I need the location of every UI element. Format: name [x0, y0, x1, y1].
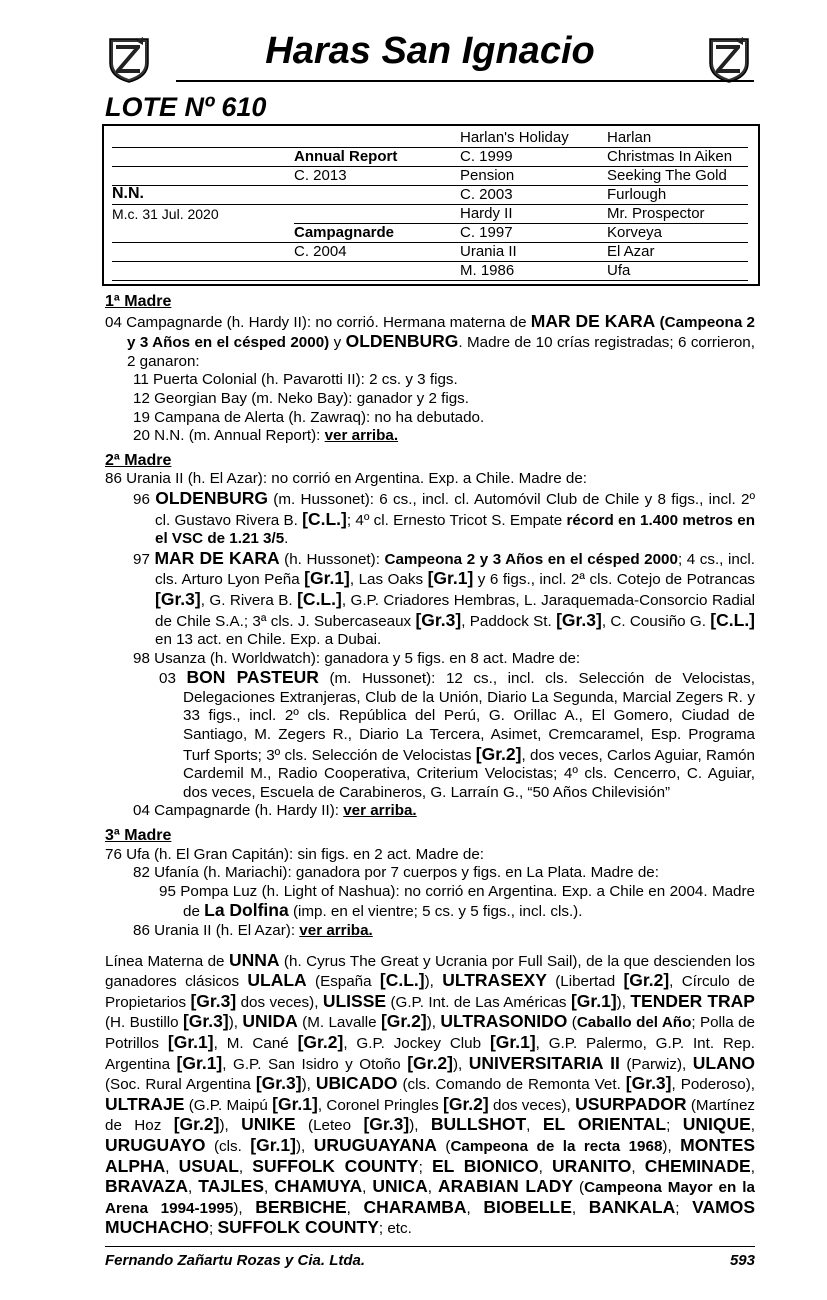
pedigree-cell: Furlough — [607, 186, 667, 203]
dam-entry: 76 Ufa (h. El Gran Capitán): sin figs. en 2 act. Madre de: — [105, 845, 485, 863]
pedigree-rule — [112, 280, 748, 281]
lot-number: LOTE Nº 610 — [105, 92, 267, 122]
pedigree-cell: Harlan — [607, 129, 652, 146]
see-above-link: ver arriba. — [299, 922, 373, 939]
pedigree-table — [102, 124, 760, 286]
produce-entry: 19 Campana de Alerta (h. Zawraq): no ha debutado. — [133, 408, 485, 426]
dam-entry: 86 Urania II (h. El Azar): no corrió en Argentina. Exp. a Chile. Madre de: — [105, 470, 588, 488]
pedigree-cell: Mr. Prospector — [607, 205, 705, 222]
pedigree-subject-info: M.c. 31 Jul. 2020 — [112, 206, 219, 222]
haras-logo — [106, 33, 152, 83]
pedigree-subject-name: N.N. — [112, 185, 144, 202]
pedigree-cell: Pension — [460, 167, 515, 184]
produce-entry: 97 MAR DE KARA (h. Hussonet): Campeona 2 y 3 Años en el césped 2000; 4 cs., incl. cls. Arturo Lyon Peña [Gr.1], Las Oaks [Gr.1] y 6 figs., incl. 2ª cls. Cotejo de Potrancas [Gr.3], G. Rivera B. [C.L.], G.P. Criadores Hembras, L. Jaraquemada-Consorcio Radial de Chile S.A.; 3ª cls. J. Subercaseaux [Gr.3], Paddock St. [Gr.3], C. Cousiño G. [C.L.] en 13 act. en Chile. Exp. a Dubai. — [133, 547, 756, 649]
pedigree-cell: Korveya — [607, 224, 663, 241]
produce-entry: 11 Puerta Colonial (h. Pavarotti II): 2 cs. y 3 figs. — [133, 371, 458, 389]
maternal-line-paragraph: Línea Materna de UNNA (h. Cyrus The Great y Ucrania por Full Sail), de la que descienden los ganadores clásicos ULALA (España [C.L.]), ULTRASEXY (Libertad [Gr.2], Círculo de Propietarios [Gr.3] dos veces), ULISSE (G.P. Int. de Las Américas [Gr.1]), TENDER TRAP (H. Bustillo [Gr.3]), UNIDA (M. Lavalle [Gr.2]), ULTRASONIDO (Caballo del Año; Polla de Potrillos [Gr.1], M. Cané [Gr.2], G.P. Jockey Club [Gr.1], G.P. Palermo, G.P. Int. Rep. Argentina [Gr.1], G.P. San Isidro y Otoño [Gr.2]), UNIVERSITARIA II (Parwiz), ULANO (Soc. Rural Argentina [Gr.3]), UBICADO (cls. Comando de Remonta Vet. [Gr.3], Poderoso), ULTRAJE (G.P. Maipú [Gr.1], Coronel Pringles [Gr.2] dos veces), USURPADOR (Martínez de Hoz [Gr.2]), UNIKE (Leteo [Gr.3]), BULLSHOT, EL ORIENTAL; UNIQUE, URUGUAYO (cls. [Gr.1]), URUGUAYANA (Campeona de la recta 1968), MONTES ALPHA, USUAL, SUFFOLK COUNTY; EL BIONICO, URANITO, CHEMINADE, BRAVAZA, TAJLES, CHAMUYA, UNICA, ARABIAN LADY (Campeona Mayor en la Arena 1994-1995), BERBICHE, CHARAMBA, BIOBELLE, BANKALA; VAMOS MUCHACHO; SUFFOLK COUNTY; etc. — [105, 949, 756, 1238]
pedigree-cell: Campagnarde — [294, 224, 395, 241]
pedigree-cell: C. 2004 — [294, 243, 347, 260]
pedigree-cell: C. 1999 — [460, 148, 513, 165]
pedigree-cell: M. 1986 — [460, 262, 515, 279]
title-rule — [176, 80, 754, 82]
produce-entry: 12 Georgian Bay (m. Neko Bay): ganador y 2 figs. — [133, 389, 469, 407]
pedigree-cell: Seeking The Gold — [607, 167, 727, 184]
produce-entry: 96 OLDENBURG (m. Hussonet): 6 cs., incl. cl. Automóvil Club de Chile y 8 figs., incl. 2º cl. Gustavo Rivera B. [C.L.]; 4º cl. Ernesto Tricot S. Empate récord en 1.400 metros en el VSC de 1.21 3/5. — [133, 487, 755, 548]
haras-logo — [706, 33, 752, 83]
pedigree-cell: C. 1997 — [460, 224, 513, 241]
pedigree-cell: Urania II — [460, 243, 517, 260]
see-above-link: ver arriba. — [343, 802, 417, 820]
pedigree-cell: C. 2013 — [294, 167, 347, 184]
dam-entry: 04 Campagnarde (h. Hardy II): no corrió. Hermana materna de MAR DE KARA (Campeona 2 y 3 Años en el césped 2000) y OLDENBURG. Madre de 10 crías registradas; 6 corrieron, 2 ganaron: — [105, 310, 755, 370]
footer-company: Fernando Zañartu Rozas y Cia. Ltda. — [105, 1252, 366, 1269]
pedigree-cell: C. 2003 — [460, 186, 513, 203]
pedigree-cell: Christmas In Aiken — [607, 148, 733, 165]
see-above-link: ver arriba. — [324, 427, 399, 445]
produce-entry: 03 BON PASTEUR (m. Hussonet): 12 cs., incl. cls. Selección de Velocistas, Delegaciones Extranjeras, Club de la Unión, Diario La Segunda, Marcial Zegers R. y 33 figs., incl. 2º cls. República del Perú, G. Orillac A., El Gomero, Ciudad de Santiago, M. Zegers R., Diario La Tercera, Asimet, Cremcaramel, Esp. Programa Turf Sports; 3º cls. Selección de Velocistas [Gr.2], dos veces, Carlos Aguiar, Ramón Cardemil M., Radio Cooperativa, Criterium Velocistas; 4º cls. Cencerro, C. Aguiar, dos veces, Escuela de Carabineros, G. Larraín G., “50 Años Chilevisión” — [159, 667, 755, 801]
produce-entry: 04 Campagnarde (h. Hardy II): ver arriba. — [133, 802, 417, 820]
pedigree-rule — [112, 261, 748, 262]
produce-entry: 98 Usanza (h. Worldwatch): ganadora y 5 figs. en 8 act. Madre de: — [133, 649, 581, 667]
pedigree-cell: Ufa — [607, 262, 631, 279]
page-number: 593 — [729, 1252, 755, 1269]
produce-entry: 20 N.N. (m. Annual Report): ver arriba. — [133, 427, 399, 445]
footer-rule — [105, 1246, 755, 1247]
produce-entry: 82 Ufanía (h. Mariachi): ganadora por 7 cuerpos y figs. en La Plata. Madre de: — [133, 864, 659, 882]
pedigree-cell: Harlan's Holiday — [460, 129, 569, 146]
page-title: Haras San Ignacio — [265, 30, 595, 72]
section-heading: 3ª Madre — [105, 827, 172, 845]
pedigree-cell: Annual Report — [294, 148, 398, 165]
pedigree-cell: Hardy II — [460, 205, 513, 222]
section-heading: 2ª Madre — [105, 451, 172, 469]
lot-text — [105, 293, 755, 1239]
produce-entry: 86 Urania II (h. El Azar): ver arriba. — [133, 922, 373, 939]
pedigree-cell: El Azar — [607, 243, 655, 260]
produce-entry: 95 Pompa Luz (h. Light of Nashua): no corrió en Argentina. Exp. a Chile en 2004. Madre de La Dolfina (imp. en el vientre; 5 cs. y 5 figs., incl. cls.). — [159, 882, 755, 921]
section-heading: 1ª Madre — [105, 293, 172, 310]
